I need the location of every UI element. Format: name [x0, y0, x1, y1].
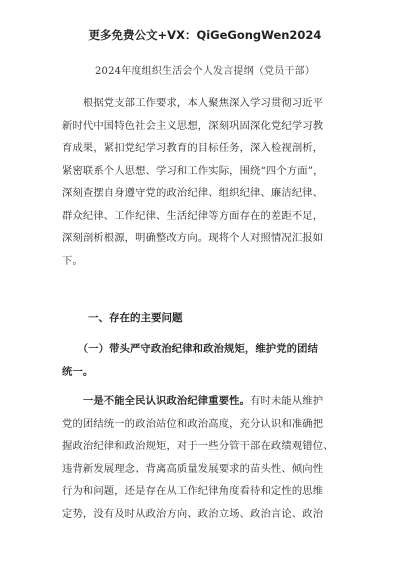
section-heading: 一、存在的主要问题: [88, 312, 183, 324]
body-line: 党的团结统一的政治站位和政治高度，充分认识和准确把: [62, 417, 324, 430]
subsection-line: （一）带头严守政治纪律和政治规矩，维护党的团结: [62, 343, 319, 355]
subsection-heading: [62, 338, 352, 383]
intro-line: 紧密联系个人思想、学习和工作实际，围绕“四个方面”，: [62, 164, 324, 177]
intro-line: 育成果，紧扣党纪学习教育的目标任务，深入检视剖析，: [62, 142, 324, 154]
intro-line: 下。: [62, 254, 83, 267]
lead-rest-text: 有时未能从维护: [250, 395, 324, 407]
bold-lead-text: 一是不能全民认识政治纪律重要性。: [62, 395, 251, 407]
intro-paragraph: [62, 92, 352, 272]
body-line: 违背新发展理念、背离高质量发展要求的苗头性、倾向性: [62, 462, 324, 475]
intro-line: 深刻查摆自身遵守党的政治纪律、组织纪律、廉洁纪律、: [62, 187, 324, 199]
document-title: 2024年度组织生活会个人发言提纲（党员干部）: [94, 66, 316, 77]
intro-line: 根据党支部工作要求，本人聚焦深入学习贯彻习近平: [62, 97, 324, 109]
intro-line: 新时代中国特色社会主义思想，深刻巩固深化党纪学习教: [62, 119, 324, 132]
intro-line: 深刻剖析根源，明确整改方向。现将个人对照情况汇报如: [62, 232, 324, 244]
intro-line: 群众纪律、工作纪律、生活纪律等方面存在的差距不足，: [62, 209, 324, 222]
subsection-line: 统一。: [62, 365, 94, 378]
body-line: 行为和问题，还是存在从工作纪律角度看待和定性的思维: [62, 485, 324, 497]
body-paragraph: [62, 390, 352, 525]
body-line: 握政治纪律和政治规矩，对于一些分管干部在政绩观错位、: [62, 440, 334, 452]
body-first-line: [62, 390, 352, 413]
watermark-text: 更多免费公文+VX：QiGeGongWen2024: [88, 28, 322, 42]
body-line: 定势，没有及时从政治方向、政治立场、政治言论、政治: [62, 507, 324, 520]
